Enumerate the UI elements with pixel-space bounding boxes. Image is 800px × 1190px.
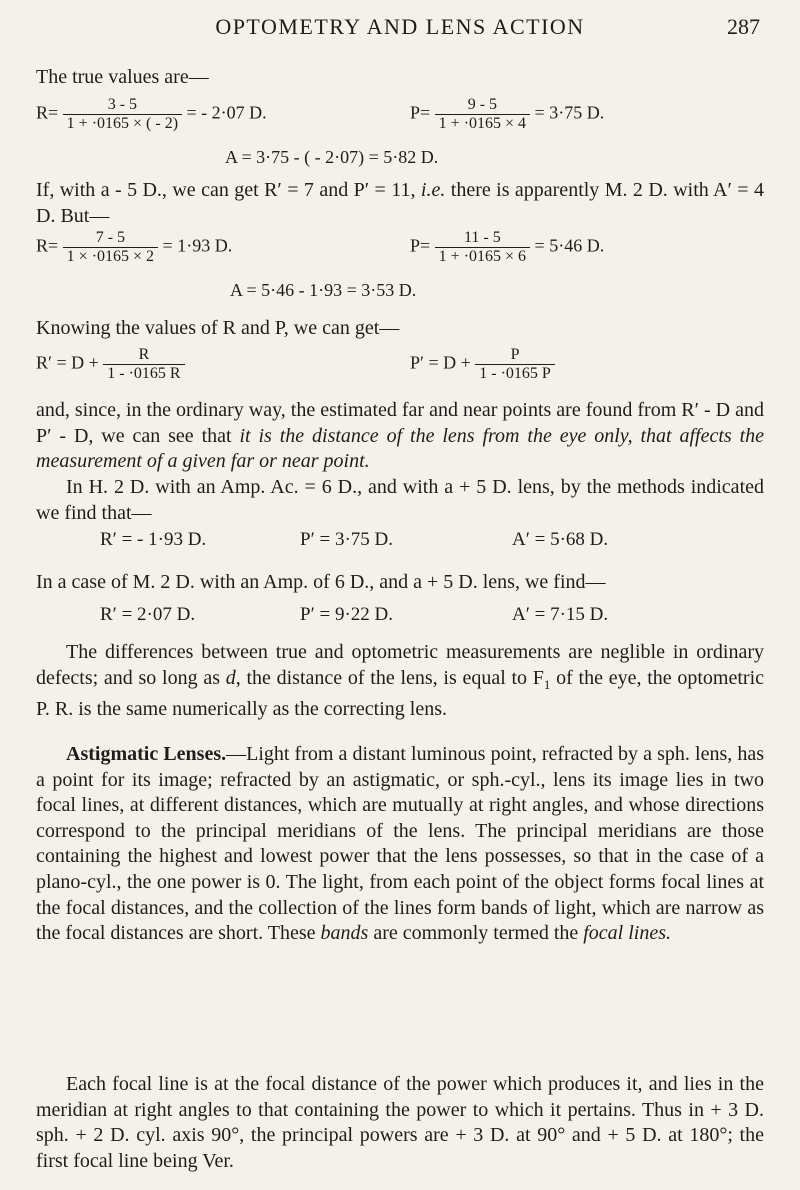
equation-r-apparent bbox=[36, 229, 232, 266]
denominator: 1 + ·0165 × 4 bbox=[438, 115, 527, 132]
equation-p-true bbox=[410, 96, 604, 133]
denominator: 1 + ·0165 × ( - 2) bbox=[66, 115, 179, 132]
paragraph-apparent-myopia bbox=[36, 178, 764, 229]
intro-line: The true values are— bbox=[36, 66, 209, 88]
text-run: are commonly termed the bbox=[368, 922, 584, 945]
result-a-hyperopia: A′ = 5·68 D. bbox=[512, 529, 609, 550]
result-r-hyperopia: R′ = - 1·93 D. bbox=[100, 529, 207, 550]
eq-result: = 3·75 D. bbox=[534, 102, 605, 123]
fraction bbox=[475, 346, 555, 383]
section-heading: Astigmatic Lenses. bbox=[66, 743, 227, 765]
text-run: there is apparently M. 2 D. with A′ = 4 D. But— bbox=[36, 179, 764, 227]
fraction bbox=[435, 96, 530, 133]
italic-run: it is the distance of the lens from the eye only, that affects the measurement of a given far or near point. bbox=[36, 424, 765, 473]
text-run: and, since, in the ordinary way, the estimated far and near points are found from R′ - D and P′ - D, we can see that bbox=[36, 399, 764, 447]
italic-run: bands bbox=[320, 922, 369, 945]
numerator: 11 - 5 bbox=[435, 229, 530, 248]
text-run: of the eye, the optometric P. R. is the same numerically as the correcting lens. bbox=[36, 666, 764, 721]
italic-run: d bbox=[225, 666, 236, 689]
paragraph-myopia-example: In a case of M. 2 D. with an Amp. of 6 D., and a + 5 D. lens, we find— bbox=[36, 571, 606, 593]
equation-r-prime bbox=[36, 346, 185, 383]
page-number: 287 bbox=[727, 14, 760, 39]
italic-run: i.e. bbox=[420, 179, 446, 201]
eq-lhs: P= bbox=[410, 102, 431, 123]
paragraph-astigmatic-lenses bbox=[36, 742, 764, 947]
paragraph-focal-line: Each focal line is at the focal distance of the power which produces it, and lies in the meridian at right angles to that containing the power to which it pertains. Thus in + 3 D. sph. + 2 D. cyl. axis 90°, the principal powers are + 3 D. at 90° and + 5 D. at 180°; the first focal line being Ver. bbox=[36, 1073, 764, 1172]
numerator: P bbox=[475, 346, 555, 365]
fraction bbox=[63, 229, 158, 266]
result-r-myopia: R′ = 2·07 D. bbox=[100, 604, 196, 625]
text-run: —Light from a distant luminous point, refracted by a sph. lens, has a point for its image; refracted by an astigmatic, or sph.-cyl., lens its image lies in two focal lines, at different distances, which are mutually at right angles, and whose directions correspond to the principal meridians of the lens. The principal meridians are those containing the highest and lowest power that the lens possesses, so that in the case of a plano-cyl., the one power is 0. The light, from each point of the object forms focal lines at the focal distances, and the collection of the lines form bands of light, which are narrow as the focal distances are short. These bbox=[36, 743, 765, 945]
text-run: If, with a - 5 D., we can get R′ = 7 and P′ = 11, bbox=[36, 179, 421, 201]
fraction bbox=[435, 229, 530, 266]
running-title: OPTOMETRY AND LENS ACTION bbox=[215, 14, 585, 39]
fraction bbox=[63, 96, 182, 133]
equation-r-true bbox=[36, 96, 267, 133]
eq-lhs: P′ = D + bbox=[410, 352, 471, 373]
eq-lhs: R= bbox=[36, 235, 59, 256]
numerator: 7 - 5 bbox=[63, 229, 158, 248]
paragraph-differences bbox=[36, 640, 764, 723]
result-p-hyperopia: P′ = 3·75 D. bbox=[300, 529, 393, 550]
equation-p-apparent bbox=[410, 229, 604, 266]
paragraph-hyperopia-example: In H. 2 D. with an Amp. Ac. = 6 D., and with a + 5 D. lens, by the methods indicated we find that— bbox=[36, 476, 764, 524]
equation-a-true: A = 3·75 - ( - 2·07) = 5·82 D. bbox=[225, 147, 439, 167]
knowing-line: Knowing the values of R and P, we can get— bbox=[36, 317, 400, 339]
equation-p-prime bbox=[410, 346, 555, 383]
denominator: 1 × ·0165 × 2 bbox=[66, 248, 155, 265]
numerator: 3 - 5 bbox=[63, 96, 182, 115]
subscript: 1 bbox=[543, 676, 551, 692]
denominator: 1 - ·0165 P bbox=[479, 365, 551, 382]
text-run: , the distance of the lens, is equal to F bbox=[235, 666, 544, 689]
eq-result: = 1·93 D. bbox=[162, 235, 233, 256]
numerator: 9 - 5 bbox=[435, 96, 530, 115]
denominator: 1 + ·0165 × 6 bbox=[438, 248, 527, 265]
text-run: The differences between true and optometric measurements are neglible in ordinary defects; and so long as bbox=[36, 641, 764, 689]
eq-lhs: P= bbox=[410, 235, 431, 256]
eq-lhs: R= bbox=[36, 102, 59, 123]
numerator: R bbox=[103, 346, 184, 365]
denominator: 1 - ·0165 R bbox=[107, 365, 181, 382]
page-header bbox=[0, 14, 800, 50]
result-p-myopia: P′ = 9·22 D. bbox=[300, 604, 393, 625]
eq-result: = - 2·07 D. bbox=[186, 102, 267, 123]
equation-a-apparent: A = 5·46 - 1·93 = 3·53 D. bbox=[230, 280, 417, 300]
italic-run: focal lines. bbox=[583, 922, 672, 945]
eq-lhs: R′ = D + bbox=[36, 352, 99, 373]
fraction bbox=[103, 346, 184, 383]
eq-result: = 5·46 D. bbox=[534, 235, 605, 256]
paragraph-lens-distance bbox=[36, 398, 764, 475]
result-a-myopia: A′ = 7·15 D. bbox=[512, 604, 609, 625]
